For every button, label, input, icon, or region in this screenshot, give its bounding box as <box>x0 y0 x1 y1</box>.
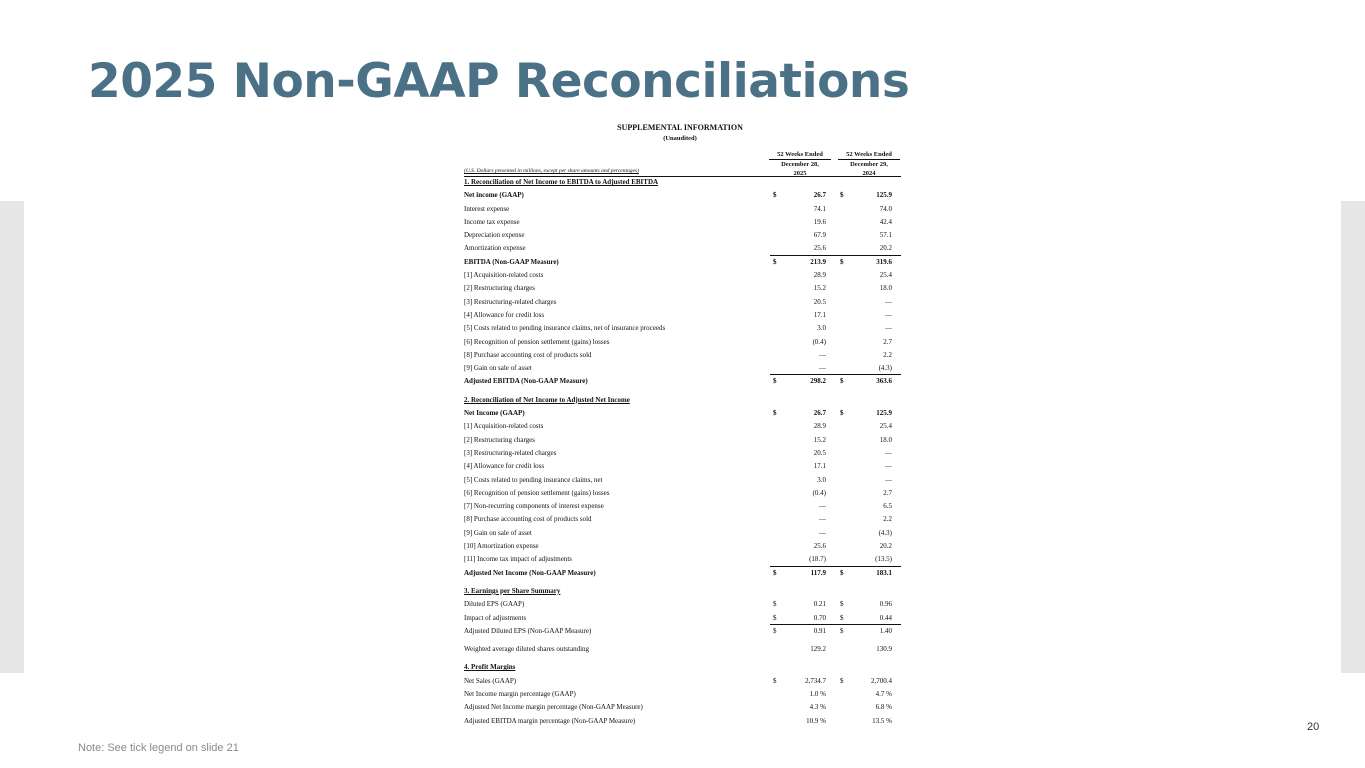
table-row <box>450 598 910 611</box>
row-label: Adjusted Diluted EPS (Non-GAAP Measure) <box>464 626 592 635</box>
value-2025: 0.21 <box>813 600 826 609</box>
currency-2024: $ <box>840 191 844 200</box>
row-label: 4. Profit Margins <box>464 663 516 672</box>
value-2025: 74.1 <box>813 204 826 213</box>
table-row <box>450 625 910 638</box>
row-label: Adjusted Net Income (Non-GAAP Measure) <box>464 568 596 577</box>
row-label: [11] Income tax impact of adjustments <box>464 555 573 564</box>
value-2024: 57.1 <box>879 231 892 240</box>
value-2024: 6.8 % <box>875 703 892 712</box>
table-row <box>450 309 910 322</box>
value-2024: — <box>885 462 892 471</box>
currency-2025: $ <box>773 626 777 635</box>
value-2024: — <box>885 324 892 333</box>
table-row <box>450 336 910 349</box>
row-label: Net Income (GAAP) <box>464 409 525 418</box>
value-2024: 130.9 <box>876 645 892 654</box>
currency-2025: $ <box>773 613 777 622</box>
document-heading: SUPPLEMENTAL INFORMATION <box>617 123 743 132</box>
table-row <box>450 643 910 656</box>
value-2025: 3.0 <box>817 324 826 333</box>
currency-2024: $ <box>840 613 844 622</box>
table-row <box>450 242 910 255</box>
value-2025: 67.9 <box>813 231 826 240</box>
currency-2024: $ <box>840 568 844 577</box>
value-2024: 74.0 <box>879 204 892 213</box>
column-headers <box>450 150 910 176</box>
document-subheading: (Unaudited) <box>663 135 697 142</box>
row-label: Amortization expense <box>464 244 526 253</box>
value-2025: — <box>819 350 826 359</box>
value-2024: 319.6 <box>876 257 892 266</box>
row-label: [4] Allowance for credit loss <box>464 462 545 471</box>
value-2025: 0.91 <box>813 626 826 635</box>
row-label: [7] Non-recurring components of interest expense <box>464 502 604 511</box>
value-2024: — <box>885 297 892 306</box>
value-2024: 183.1 <box>876 568 892 577</box>
page-number: 20 <box>1307 721 1320 733</box>
table-row <box>450 460 910 473</box>
row-label: Impact of adjustments <box>464 613 527 622</box>
currency-2025: $ <box>773 191 777 200</box>
value-2024: 0.44 <box>879 613 892 622</box>
table-row <box>450 540 910 553</box>
table-row <box>450 282 910 295</box>
currency-2024: $ <box>840 409 844 418</box>
value-2025: 26.7 <box>813 191 826 200</box>
section-heading <box>450 394 910 407</box>
table-row <box>450 567 910 580</box>
value-2025: 117.9 <box>810 568 826 577</box>
row-label: [3] Restructuring-related charges <box>464 297 557 306</box>
value-2025: 10.9 % <box>806 716 826 725</box>
table-row <box>450 434 910 447</box>
value-2024: 25.4 <box>879 422 892 431</box>
currency-2024: $ <box>840 676 844 685</box>
table-row <box>450 216 910 229</box>
row-label: [8] Purchase accounting cost of products sold <box>464 515 592 524</box>
table-row <box>450 612 910 625</box>
row-label: Weighted average diluted shares outstanding <box>464 645 590 654</box>
value-2025: 17.1 <box>813 310 826 319</box>
row-label: Depreciation expense <box>464 231 525 240</box>
row-label: [9] Gain on sale of asset <box>464 364 532 373</box>
currency-2025: $ <box>773 600 777 609</box>
value-2024: 1.40 <box>879 626 892 635</box>
row-label: Adjusted Net Income margin percentage (Non-GAAP Measure) <box>464 703 643 712</box>
section-heading <box>450 585 910 598</box>
value-2025: 19.6 <box>813 217 826 226</box>
row-label: [9] Gain on sale of asset <box>464 528 532 537</box>
value-2024: 20.2 <box>879 542 892 551</box>
row-label: [1] Acquisition-related costs <box>464 271 544 280</box>
row-label: Diluted EPS (GAAP) <box>464 600 525 609</box>
row-label: 3. Earnings per Share Summary <box>464 586 561 595</box>
value-2025: (0.4) <box>812 337 826 346</box>
row-label: [5] Costs related to pending insurance claims, net <box>464 475 603 484</box>
table-row <box>450 701 910 714</box>
value-2024: 2.7 <box>883 488 892 497</box>
currency-2024: $ <box>840 257 844 266</box>
table-row <box>450 675 910 688</box>
table-row <box>450 362 910 375</box>
units-note: (U.S. Dollars presented in millions, except per share amounts and percentages) <box>464 168 639 174</box>
row-label: Interest expense <box>464 204 510 213</box>
table-row <box>450 256 910 269</box>
table-row <box>450 447 910 460</box>
value-2025: 25.6 <box>813 542 826 551</box>
value-2025: 20.5 <box>813 448 826 457</box>
table-row <box>450 500 910 513</box>
table-row <box>450 527 910 540</box>
table-row <box>450 269 910 282</box>
currency-2025: $ <box>773 377 777 386</box>
value-2025: 20.5 <box>813 297 826 306</box>
row-label: [6] Recognition of pension settlement (gains) losses <box>464 337 610 346</box>
table-row <box>450 553 910 566</box>
value-2025: 2,734.7 <box>805 676 826 685</box>
row-label: Net Sales (GAAP) <box>464 676 517 685</box>
value-2024: — <box>885 310 892 319</box>
row-label: [10] Amortization expense <box>464 542 539 551</box>
value-2024: (4.3) <box>878 364 892 373</box>
value-2025: 213.9 <box>810 257 826 266</box>
table-row <box>450 349 910 362</box>
currency-2025: $ <box>773 568 777 577</box>
value-2025: — <box>819 515 826 524</box>
value-2025: 15.2 <box>813 284 826 293</box>
currency-2024: $ <box>840 377 844 386</box>
currency-2025: $ <box>773 676 777 685</box>
side-band-left <box>0 201 24 673</box>
table-row <box>450 513 910 526</box>
table-row <box>450 322 910 335</box>
value-2024: 20.2 <box>879 244 892 253</box>
row-label: Adjusted EBITDA margin percentage (Non-GAAP Measure) <box>464 716 636 725</box>
side-band-right <box>1341 201 1365 673</box>
value-2024: — <box>885 475 892 484</box>
value-2024: 18.0 <box>879 284 892 293</box>
row-label: [4] Allowance for credit loss <box>464 310 545 319</box>
row-label: Income tax expense <box>464 217 520 226</box>
column-header-2025: 52 Weeks Ended December 28, 2025 <box>769 150 831 178</box>
value-2025: 28.9 <box>813 271 826 280</box>
value-2025: (0.4) <box>812 488 826 497</box>
currency-2024: $ <box>840 600 844 609</box>
value-2025: — <box>819 364 826 373</box>
row-label: Adjusted EBITDA (Non-GAAP Measure) <box>464 377 588 386</box>
row-label: [2] Restructuring charges <box>464 284 536 293</box>
value-2024: 2,700.4 <box>871 676 892 685</box>
value-2024: 125.9 <box>876 409 892 418</box>
table-row <box>450 296 910 309</box>
currency-2024: $ <box>840 626 844 635</box>
value-2025: 3.0 <box>817 475 826 484</box>
row-label: Net Income margin percentage (GAAP) <box>464 689 576 698</box>
table-row <box>450 407 910 420</box>
value-2024: 125.9 <box>876 191 892 200</box>
currency-2025: $ <box>773 257 777 266</box>
row-label: Net income (GAAP) <box>464 191 524 200</box>
table-row <box>450 203 910 216</box>
section-heading <box>450 661 910 674</box>
value-2024: 2.7 <box>883 337 892 346</box>
value-2024: 18.0 <box>879 435 892 444</box>
row-label: [6] Recognition of pension settlement (gains) losses <box>464 488 610 497</box>
table-row <box>450 688 910 701</box>
table-row <box>450 375 910 388</box>
value-2025: 25.6 <box>813 244 826 253</box>
value-2025: 0.70 <box>813 613 826 622</box>
value-2024: 363.6 <box>876 377 892 386</box>
value-2025: (18.7) <box>809 555 826 564</box>
table-row <box>450 487 910 500</box>
supplemental-information-document <box>450 122 910 728</box>
value-2025: 15.2 <box>813 435 826 444</box>
value-2025: 298.2 <box>810 377 826 386</box>
column-header-2024: 52 Weeks Ended December 29, 2024 <box>838 150 900 178</box>
table-row <box>450 715 910 728</box>
reconciliation-table <box>450 176 910 728</box>
value-2024: 13.5 % <box>872 716 892 725</box>
value-2024: (4.3) <box>878 528 892 537</box>
value-2024: 6.5 <box>883 502 892 511</box>
row-label: [1] Acquisition-related costs <box>464 422 544 431</box>
row-label: 2. Reconciliation of Net Income to Adjusted Net Income <box>464 395 630 404</box>
value-2025: — <box>819 528 826 537</box>
value-2024: 2.2 <box>883 350 892 359</box>
row-label: [3] Restructuring-related charges <box>464 448 557 457</box>
table-row <box>450 474 910 487</box>
table-row <box>450 189 910 202</box>
value-2024: 4.7 % <box>875 689 892 698</box>
value-2025: 17.1 <box>813 462 826 471</box>
row-label: [8] Purchase accounting cost of products sold <box>464 350 592 359</box>
slide-title: 2025 Non-GAAP Reconciliations <box>88 54 910 109</box>
value-2024: (13.5) <box>875 555 892 564</box>
value-2024: 2.2 <box>883 515 892 524</box>
value-2024: — <box>885 448 892 457</box>
table-row <box>450 420 910 433</box>
value-2024: 25.4 <box>879 271 892 280</box>
value-2025: — <box>819 502 826 511</box>
slide-note: Note: See tick legend on slide 21 <box>78 742 239 754</box>
value-2024: 0.96 <box>879 600 892 609</box>
row-label: [5] Costs related to pending insurance claims, net of insurance proceeds <box>464 324 666 333</box>
value-2025: 28.9 <box>813 422 826 431</box>
value-2025: 26.7 <box>813 409 826 418</box>
value-2025: 4.3 % <box>809 703 826 712</box>
row-label: EBITDA (Non-GAAP Measure) <box>464 257 559 266</box>
value-2024: 42.4 <box>879 217 892 226</box>
row-label: 1. Reconciliation of Net Income to EBITDA to Adjusted EBITDA <box>464 178 659 186</box>
currency-2025: $ <box>773 409 777 418</box>
section-heading <box>450 176 910 189</box>
value-2025: 129.2 <box>810 645 826 654</box>
row-label: [2] Restructuring charges <box>464 435 536 444</box>
value-2025: 1.0 % <box>809 689 826 698</box>
table-row <box>450 229 910 242</box>
